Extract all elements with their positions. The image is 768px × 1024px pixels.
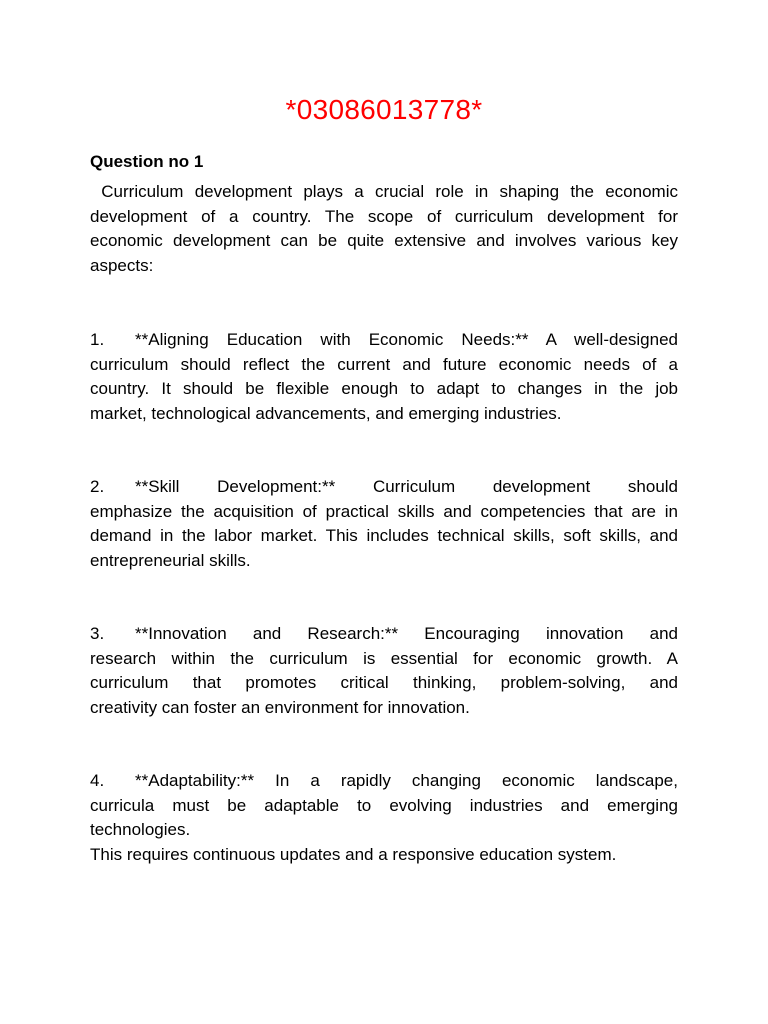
intro-line: economic development can be quite extensive and involves various key: [90, 231, 678, 250]
list-item-line: curriculum should reflect the current and future economic needs of a: [90, 354, 678, 374]
list-item-line: market, technological advancements, and emerging industries.: [90, 403, 562, 423]
list-item-line: emphasize the acquisition of practical skills and competencies that are in: [90, 501, 678, 521]
list-item-text: **Innovation and Research:** Encouraging innovation and: [135, 624, 678, 643]
list-item-first-line: [90, 475, 678, 500]
list-item-number: 3.: [90, 624, 105, 643]
intro-paragraph: [90, 180, 678, 278]
question-heading: Question no 1: [90, 152, 204, 171]
list-item-first-line: [90, 328, 678, 353]
list-item-line: This requires continuous updates and a responsive education system.: [90, 844, 617, 864]
list-item-line: curriculum that promotes critical thinking, problem-solving, and: [90, 673, 678, 692]
list-item-number: 4.: [90, 771, 105, 790]
phone-number-header: *03086013778*: [285, 94, 483, 125]
intro-line: development of a country. The scope of curriculum development for: [90, 206, 678, 226]
list-item-line: research within the curriculum is essential for economic growth. A: [90, 648, 678, 668]
list-item-4: [90, 769, 678, 867]
list-item-text: **Skill Development:** Curriculum development should: [135, 477, 678, 496]
list-item-text: **Aligning Education with Economic Needs:** A well-designed: [135, 330, 678, 349]
list-item-line: creativity can foster an environment for innovation.: [90, 697, 470, 717]
list-item-number: 1.: [90, 330, 105, 349]
list-item-line: curricula must be adaptable to evolving industries and emerging: [90, 795, 678, 815]
intro-line: Curriculum development plays a crucial role in shaping the economic: [90, 182, 678, 201]
list-item-first-line: [90, 769, 678, 794]
list-item-text: **Adaptability:** In a rapidly changing economic landscape,: [135, 771, 678, 790]
list-item-line: country. It should be flexible enough to adapt to changes in the job: [90, 379, 678, 398]
list-item-2: [90, 475, 678, 573]
list-item-3: [90, 622, 678, 720]
list-item-first-line: [90, 622, 678, 647]
intro-line: aspects:: [90, 255, 154, 275]
list-item-number: 2.: [90, 477, 105, 496]
list-item-1: [90, 328, 678, 426]
list-item-line: technologies.: [90, 820, 191, 839]
list-item-line: demand in the labor market. This includes technical skills, soft skills, and: [90, 526, 678, 545]
list-item-line: entrepreneurial skills.: [90, 550, 251, 570]
